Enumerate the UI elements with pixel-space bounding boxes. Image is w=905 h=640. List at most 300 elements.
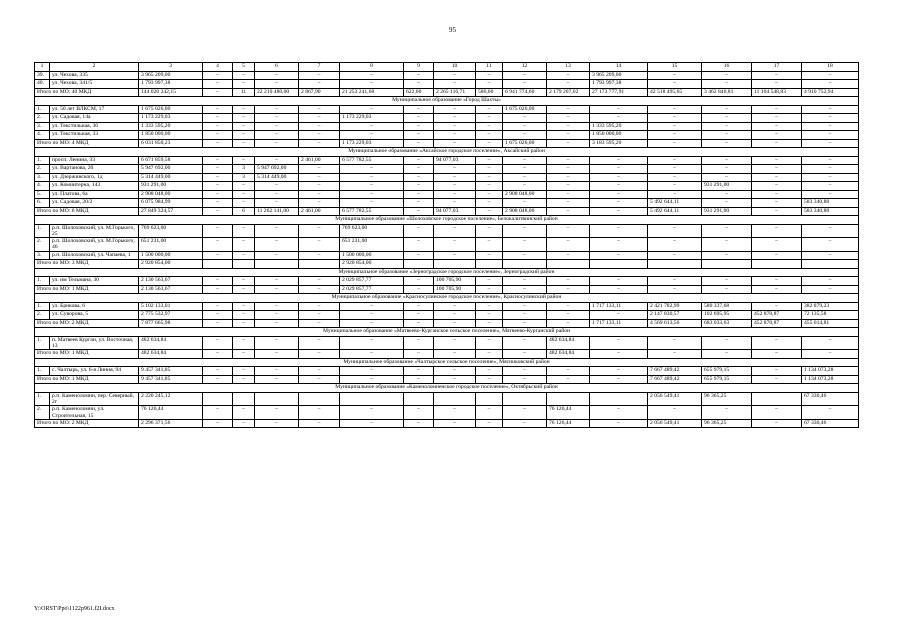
table-cell: – xyxy=(404,156,434,165)
table-cell: – xyxy=(648,336,702,350)
table-cell: – xyxy=(476,238,503,252)
table-cell: 2. xyxy=(35,311,50,320)
table-cell: – xyxy=(802,224,859,238)
table-cell: – xyxy=(299,285,340,294)
address-cell: р.п. Шолоховский, ул. М.Горького, 46 xyxy=(50,238,139,252)
table-cell: – xyxy=(752,156,802,165)
table-cell: – xyxy=(476,182,503,191)
table-cell: – xyxy=(233,190,255,199)
table-cell: – xyxy=(802,122,859,131)
table-cell: – xyxy=(547,71,590,80)
table-cell: – xyxy=(299,336,340,350)
table-cell: 4 910 752,94 xyxy=(802,88,859,97)
table-cell: – xyxy=(503,285,547,294)
table-cell: – xyxy=(299,114,340,123)
table-cell: – xyxy=(590,182,648,191)
table-cell: 5 947 692,00 xyxy=(139,165,203,174)
table-cell: – xyxy=(590,114,648,123)
total-label: Итого по МО: 1 МКД xyxy=(35,375,139,384)
table-cell xyxy=(404,392,434,406)
total-row xyxy=(35,207,859,216)
table-cell: – xyxy=(434,375,476,384)
table-cell: – xyxy=(476,336,503,350)
table-cell: – xyxy=(255,336,299,350)
table-cell: – xyxy=(340,165,404,174)
page-number: 95 xyxy=(449,26,456,34)
table-cell: – xyxy=(434,80,476,89)
table-cell: – xyxy=(233,319,255,328)
table-cell: 2 130 563,67 xyxy=(139,277,203,286)
column-number: 17 xyxy=(752,63,802,72)
address-cell: ул. Дзержинского, 1д xyxy=(50,173,139,182)
table-cell: – xyxy=(752,71,802,80)
table-cell: – xyxy=(434,105,476,114)
table-cell: 102 695,95 xyxy=(702,311,752,320)
table-cell: – xyxy=(590,156,648,165)
table-cell: – xyxy=(476,190,503,199)
table-row xyxy=(35,165,859,174)
table-cell: 1. xyxy=(35,392,50,406)
table-cell: – xyxy=(476,375,503,384)
table-cell: 2 775 532,97 xyxy=(139,311,203,320)
table-cell: – xyxy=(255,277,299,286)
table-cell xyxy=(752,260,802,269)
table-cell: – xyxy=(648,190,702,199)
table-cell: – xyxy=(547,199,590,208)
table-row xyxy=(35,406,859,420)
table-cell: – xyxy=(340,419,404,428)
table-cell: – xyxy=(434,302,476,311)
table-cell: – xyxy=(752,114,802,123)
table-cell: 1 675 026,00 xyxy=(503,139,547,148)
table-cell: 2 056 549,41 xyxy=(648,392,702,406)
table-cell: – xyxy=(702,224,752,238)
table-cell: – xyxy=(233,251,255,260)
total-row xyxy=(35,419,859,428)
table-cell: – xyxy=(299,199,340,208)
table-cell: – xyxy=(802,131,859,140)
table-cell: – xyxy=(648,156,702,165)
table-cell: 42 518 495,65 xyxy=(648,88,702,97)
address-cell: ул. Брикова, 6 xyxy=(50,302,139,311)
table-cell: – xyxy=(340,319,404,328)
section-title: Муниципальное образование «Каменоломненское городское поселение», Октябрьский район xyxy=(35,384,859,393)
table-cell: – xyxy=(404,251,434,260)
column-number: 18 xyxy=(802,63,859,72)
table-cell: 2 920 854,00 xyxy=(340,260,404,269)
table-row xyxy=(35,114,859,123)
table-cell: – xyxy=(203,311,233,320)
table-cell: – xyxy=(404,173,434,182)
table-cell: – xyxy=(547,207,590,216)
table-cell: – xyxy=(203,105,233,114)
column-number: 6 xyxy=(255,63,299,72)
table-cell: – xyxy=(434,114,476,123)
table-cell: – xyxy=(299,139,340,148)
table-cell: 931 291,00 xyxy=(139,182,203,191)
table-cell: – xyxy=(255,350,299,359)
table-cell: 931 291,00 xyxy=(702,182,752,191)
table-cell: – xyxy=(233,71,255,80)
section-title: Муниципальное образование «Матвеево-Курганское сельское поселение», Матвеево-Курганский район xyxy=(35,328,859,337)
table-cell: 3 965 209,00 xyxy=(590,71,648,80)
table-cell: – xyxy=(404,375,434,384)
column-number: 7 xyxy=(299,63,340,72)
table-cell xyxy=(752,392,802,406)
table-cell: – xyxy=(299,190,340,199)
table-cell: – xyxy=(590,251,648,260)
table-cell xyxy=(203,392,233,406)
table-cell: – xyxy=(752,224,802,238)
table-cell: – xyxy=(752,367,802,376)
table-cell xyxy=(702,260,752,269)
table-cell: – xyxy=(203,251,233,260)
table-cell: – xyxy=(476,302,503,311)
table-cell: – xyxy=(203,156,233,165)
table-cell: – xyxy=(255,319,299,328)
table-cell: – xyxy=(752,105,802,114)
table-cell: – xyxy=(340,367,404,376)
table-cell: – xyxy=(340,131,404,140)
table-cell: – xyxy=(299,406,340,420)
table-cell: – xyxy=(702,199,752,208)
table-cell: 72 135,58 xyxy=(802,311,859,320)
table-cell: – xyxy=(648,350,702,359)
table-cell: – xyxy=(203,319,233,328)
table-cell: – xyxy=(434,182,476,191)
column-number: 9 xyxy=(404,63,434,72)
table-cell: 76 126,44 xyxy=(139,406,203,420)
table-cell: – xyxy=(434,251,476,260)
table-cell: 2 130 563,67 xyxy=(139,285,203,294)
table-cell: – xyxy=(404,199,434,208)
table-cell: – xyxy=(203,88,233,97)
table-cell: – xyxy=(340,406,404,420)
table-cell: – xyxy=(340,199,404,208)
table-cell: – xyxy=(233,122,255,131)
table-cell: – xyxy=(648,182,702,191)
table-cell: – xyxy=(476,114,503,123)
table-cell: – xyxy=(702,173,752,182)
table-cell: – xyxy=(752,165,802,174)
table-cell: 2. xyxy=(35,165,50,174)
table-cell: – xyxy=(503,277,547,286)
table-cell: – xyxy=(503,406,547,420)
table-cell: – xyxy=(802,251,859,260)
table-cell: – xyxy=(255,71,299,80)
table-cell: – xyxy=(233,182,255,191)
table-cell: – xyxy=(203,131,233,140)
table-cell: 1 675 026,00 xyxy=(503,105,547,114)
total-row xyxy=(35,88,859,97)
table-cell xyxy=(340,392,404,406)
address-cell: р.п. Каменоломни, ул. Строительная, 15 xyxy=(50,406,139,420)
table-cell: – xyxy=(547,182,590,191)
table-cell: – xyxy=(702,122,752,131)
table-cell: – xyxy=(404,105,434,114)
table-cell: – xyxy=(233,419,255,428)
table-cell: – xyxy=(404,71,434,80)
table-cell: – xyxy=(547,122,590,131)
table-cell: – xyxy=(503,173,547,182)
column-number: 2 xyxy=(50,63,139,72)
table-cell: 586,60 xyxy=(476,88,503,97)
table-cell: – xyxy=(752,419,802,428)
table-cell: – xyxy=(503,165,547,174)
table-row xyxy=(35,199,859,208)
address-cell: р.п. Шолоховский, ул. Чапаева, 1 xyxy=(50,251,139,260)
table-cell xyxy=(434,260,476,269)
table-cell: – xyxy=(255,80,299,89)
table-cell: 2 867,90 xyxy=(299,88,340,97)
table-cell: – xyxy=(299,277,340,286)
table-cell: – xyxy=(340,182,404,191)
table-cell: 1 717 133,11 xyxy=(590,302,648,311)
table-cell: 100 705,90 xyxy=(434,285,476,294)
table-cell: 482 634,84 xyxy=(139,336,203,350)
table-cell: 2. xyxy=(35,406,50,420)
table-cell xyxy=(255,260,299,269)
table-cell: 5. xyxy=(35,190,50,199)
table-cell: 2 179 207,02 xyxy=(547,88,590,97)
table-cell xyxy=(547,392,590,406)
table-cell: – xyxy=(404,336,434,350)
table-cell: – xyxy=(547,319,590,328)
table-row xyxy=(35,131,859,140)
table-cell: 27 849 324,57 xyxy=(139,207,203,216)
table-cell xyxy=(503,260,547,269)
table-cell: – xyxy=(404,302,434,311)
section-row xyxy=(35,328,859,337)
table-cell: – xyxy=(203,199,233,208)
table-cell: – xyxy=(340,80,404,89)
table-cell: 6 577 782,55 xyxy=(340,156,404,165)
table-cell: – xyxy=(233,131,255,140)
address-cell: р.п. Шолоховский, ул. М.Горького, 25 xyxy=(50,224,139,238)
table-cell: 3 965 209,00 xyxy=(139,71,203,80)
table-cell: – xyxy=(752,336,802,350)
table-cell: – xyxy=(299,350,340,359)
table-cell: – xyxy=(547,302,590,311)
total-label: Итого по МО: 6 МКД xyxy=(35,207,139,216)
table-cell xyxy=(404,260,434,269)
table-cell xyxy=(233,392,255,406)
table-cell: – xyxy=(503,311,547,320)
table-cell: 452 870,87 xyxy=(752,311,802,320)
table-cell: 5 314 449,00 xyxy=(139,173,203,182)
table-cell: – xyxy=(476,350,503,359)
table-cell xyxy=(434,392,476,406)
table-cell: 3. xyxy=(35,251,50,260)
table-cell: – xyxy=(802,173,859,182)
table-cell: – xyxy=(648,238,702,252)
table-cell: – xyxy=(434,122,476,131)
table-cell: – xyxy=(404,319,434,328)
table-cell xyxy=(233,260,255,269)
table-cell: 22 210 480,00 xyxy=(255,88,299,97)
table-cell: – xyxy=(233,238,255,252)
table-cell: – xyxy=(547,114,590,123)
table-cell: – xyxy=(702,190,752,199)
table-row xyxy=(35,80,859,89)
table-cell: 655 979,15 xyxy=(702,375,752,384)
table-cell: – xyxy=(702,406,752,420)
table-cell: – xyxy=(404,224,434,238)
table-cell: – xyxy=(503,419,547,428)
table-cell: – xyxy=(255,122,299,131)
table-cell: – xyxy=(752,251,802,260)
table-cell: – xyxy=(802,190,859,199)
table-cell: – xyxy=(752,173,802,182)
table-cell: 3 xyxy=(233,173,255,182)
table-cell: – xyxy=(802,238,859,252)
table-cell: – xyxy=(476,207,503,216)
table-cell: – xyxy=(590,238,648,252)
table-cell: – xyxy=(476,122,503,131)
table-cell: – xyxy=(255,199,299,208)
table-cell: 7 667 489,42 xyxy=(648,375,702,384)
table-cell: – xyxy=(203,182,233,191)
table-cell: 769 623,00 xyxy=(340,224,404,238)
table-cell: – xyxy=(648,71,702,80)
table-row xyxy=(35,336,859,350)
table-cell: 651 231,00 xyxy=(340,238,404,252)
table-cell: – xyxy=(476,319,503,328)
table-cell: – xyxy=(404,406,434,420)
section-row xyxy=(35,294,859,303)
table-cell: – xyxy=(476,419,503,428)
table-cell: 2 908 048,00 xyxy=(503,207,547,216)
table-cell: – xyxy=(434,139,476,148)
table-cell: 3. xyxy=(35,173,50,182)
table-cell: – xyxy=(299,251,340,260)
section-title: Муниципальное образование «Город Шахты» xyxy=(35,97,859,106)
table-cell: – xyxy=(702,350,752,359)
address-cell: р.п. Каменоломни, пер. Северный, 2г xyxy=(50,392,139,406)
table-cell xyxy=(590,392,648,406)
table-cell: 2 029 857,77 xyxy=(340,277,404,286)
section-row xyxy=(35,97,859,106)
table-cell: – xyxy=(476,285,503,294)
table-cell: – xyxy=(255,139,299,148)
table-cell: – xyxy=(203,122,233,131)
table-cell: – xyxy=(404,350,434,359)
table-cell: – xyxy=(648,251,702,260)
table-cell: 5 314 449,00 xyxy=(255,173,299,182)
table-cell: – xyxy=(752,190,802,199)
table-cell: – xyxy=(299,302,340,311)
table-cell: – xyxy=(802,165,859,174)
table-cell: 7 667 489,42 xyxy=(648,367,702,376)
table-cell: 2 265 116,71 xyxy=(434,88,476,97)
table-cell: – xyxy=(255,375,299,384)
table-cell: – xyxy=(203,139,233,148)
table-cell: – xyxy=(590,375,648,384)
table-cell: – xyxy=(404,122,434,131)
table-cell: 3 462 846,81 xyxy=(702,88,752,97)
table-cell: – xyxy=(476,199,503,208)
table-cell: – xyxy=(434,350,476,359)
table-cell: – xyxy=(340,375,404,384)
table-cell: – xyxy=(340,336,404,350)
table-cell: – xyxy=(476,367,503,376)
table-cell: – xyxy=(233,80,255,89)
table-cell: – xyxy=(434,367,476,376)
address-cell: ул. им Тельмана, 30 xyxy=(50,277,139,286)
section-title: Муниципальное образование «Красносулинское городское поселение», Красносулинский район xyxy=(35,294,859,303)
column-number: 5 xyxy=(233,63,255,72)
table-cell: – xyxy=(503,224,547,238)
table-row xyxy=(35,311,859,320)
table-cell: 27 173 777,91 xyxy=(590,88,648,97)
table-cell: – xyxy=(203,406,233,420)
table-cell: – xyxy=(590,199,648,208)
table-cell xyxy=(503,392,547,406)
table-cell: – xyxy=(547,251,590,260)
table-cell: – xyxy=(802,71,859,80)
table-cell: 482 634,84 xyxy=(547,350,590,359)
table-cell: – xyxy=(203,190,233,199)
table-cell: – xyxy=(547,311,590,320)
address-cell: ул. Садовая, 14а xyxy=(50,114,139,123)
table-cell: – xyxy=(255,105,299,114)
table-cell: – xyxy=(203,302,233,311)
table-cell: – xyxy=(476,311,503,320)
table-cell: 2. xyxy=(35,114,50,123)
table-cell: 1. xyxy=(35,277,50,286)
column-number: 13 xyxy=(547,63,590,72)
table-cell: – xyxy=(255,406,299,420)
table-cell: – xyxy=(802,156,859,165)
table-cell: – xyxy=(702,336,752,350)
table-cell: 2 461,00 xyxy=(299,207,340,216)
table-cell: – xyxy=(434,224,476,238)
table-cell: – xyxy=(404,238,434,252)
table-cell: – xyxy=(590,419,648,428)
table-cell: 96 365,25 xyxy=(702,419,752,428)
table-cell: – xyxy=(255,419,299,428)
table-cell: – xyxy=(255,182,299,191)
table-cell: 1 333 595,20 xyxy=(590,122,648,131)
table-cell xyxy=(590,260,648,269)
table-cell: – xyxy=(752,80,802,89)
table-cell: – xyxy=(233,139,255,148)
table-cell: – xyxy=(752,350,802,359)
table-cell: 583 340,88 xyxy=(802,207,859,216)
table-cell: – xyxy=(299,419,340,428)
table-cell: – xyxy=(476,71,503,80)
table-cell: – xyxy=(547,224,590,238)
table-cell: – xyxy=(340,122,404,131)
table-cell: – xyxy=(404,285,434,294)
table-cell: – xyxy=(547,105,590,114)
table-cell: 94 077,03 xyxy=(434,207,476,216)
table-cell: – xyxy=(255,302,299,311)
table-cell: – xyxy=(299,319,340,328)
table-cell: 2. xyxy=(35,238,50,252)
table-cell: – xyxy=(702,105,752,114)
table-cell: – xyxy=(233,105,255,114)
table-cell: 76 126,44 xyxy=(547,406,590,420)
table-cell: 452 870,87 xyxy=(752,319,802,328)
table-cell: 4. xyxy=(35,131,50,140)
table-cell: – xyxy=(802,350,859,359)
table-cell: – xyxy=(648,173,702,182)
table-row xyxy=(35,392,859,406)
section-row xyxy=(35,384,859,393)
table-row xyxy=(35,122,859,131)
table-cell: – xyxy=(503,182,547,191)
